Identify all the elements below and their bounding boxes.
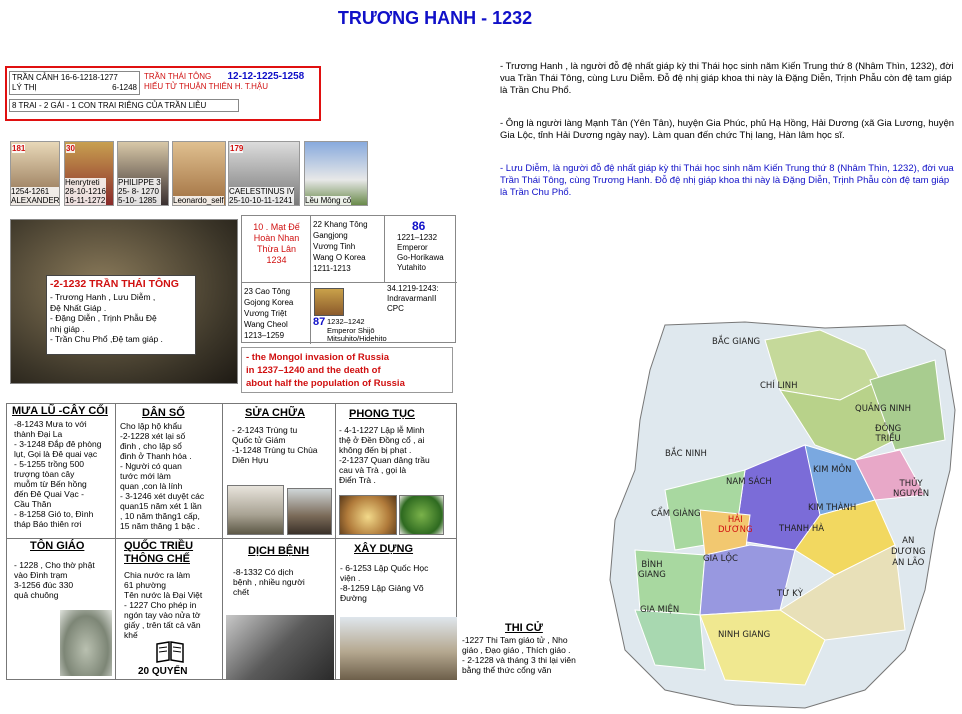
bell-photo xyxy=(60,610,112,676)
emperor-86-number: 86 xyxy=(412,219,426,233)
betel-tea-photo xyxy=(339,495,397,535)
map-label-kim-thanh: KIM THÀNH xyxy=(808,503,857,513)
children-label: 8 TRAI - 2 GÁI - 1 CON TRAI RIÊNG CỦA TRẦN LIỄU xyxy=(9,99,239,112)
portrait-5 xyxy=(304,141,368,206)
kings-grid xyxy=(241,215,456,343)
section-heading-mua-lu: MƯA LŨ -CÂY CỐI xyxy=(12,405,108,417)
dynasty-header-box xyxy=(5,66,321,121)
map-label-quang-ninh: QUẢNG NINH xyxy=(855,404,911,414)
section-text-sua-chua: - 2-1243 Trùng tu Quốc tử Giám -1-1248 Trùng tu Chùa Diên Hựu xyxy=(232,425,318,465)
tran-thai-tong-cell xyxy=(142,71,320,95)
mongol-invasion-text: - the Mongol invasion of Russia in 1237–1240 and the death of about half the population of Russia xyxy=(246,352,405,389)
portrait-number: 30 xyxy=(66,144,75,153)
emperor-87-label: 1232–1242 Emperor Shijō Mitsuhito/Hidehito xyxy=(327,317,387,343)
indravarman-label: 34.1219-1243: IndravarmanII CPC xyxy=(387,284,439,313)
emperor-86-label: 1221–1232 Emperor Go-Horikawa Yutahito xyxy=(397,233,444,272)
main-panel-textbox xyxy=(46,275,196,355)
portrait-4 xyxy=(228,141,300,206)
reign-date: 12-12-1225-1258 xyxy=(227,71,305,82)
ly-thi-date: 6-1248 xyxy=(112,83,137,92)
paragraph-truong-hanh: - Trương Hanh , là người đỗ đệ nhất giáp kỳ thi Thái học sinh năm Kiến Trung thứ 8 (Nhâm Thìn, 1232), đời vua Trần Thái Tông, cùng Lưu Diễm. Đỗ đệ nhị giáp khoa thi này là Đặng Diễn, Trịnh Phẫu còn đệ tam giáp là Trần Chu Phổ. xyxy=(500,61,954,96)
section-text-quoc-trieu: Chia nước ra làm 61 phường Tên nước là Đại Việt - 1227 Cho phép in ngón tay vào nửa tờ giấy , trên tất cả văn khế xyxy=(124,570,203,640)
section-heading-dich-benh: DỊCH BỆNH xyxy=(248,545,310,557)
cao-tong-label: 23 Cao Tông Gojong Korea Vương Triệt Wang Cheol 1213–1259 xyxy=(244,287,294,340)
temple-photo xyxy=(287,488,332,535)
portrait-caption: CAELESTINUS IV 25-10-10-11-1241 xyxy=(229,187,295,205)
section-heading-sua-chua: SỬA CHỮA xyxy=(245,407,306,419)
map-label-bac-ninh: BẮC NINH xyxy=(665,449,707,459)
map-label-tu-ky: TỨ KỲ xyxy=(777,589,803,599)
main-panel xyxy=(10,219,238,384)
map-label-binh-giang: BÌNH GIANG xyxy=(638,560,666,580)
portrait-caption: 1254-1261 ALEXANDER xyxy=(11,187,60,205)
ly-thi-label: LÝ THỊ xyxy=(12,83,37,92)
mongol-invasion-box xyxy=(241,347,453,393)
tran-canh-label: TRẦN CẢNH 16-6-1218-1277 xyxy=(12,73,118,82)
tran-canh-cell xyxy=(9,71,140,95)
portrait-caption: Leonardo_self xyxy=(173,196,224,205)
mat-de-label: 10 . Mạt Đế Hoàn Nhan Thừa Lân 1234 xyxy=(253,222,300,265)
portrait-3 xyxy=(172,141,226,206)
map-label-gia-loc: GIA LỘC xyxy=(703,554,738,564)
map-label-gia-minh: GIA MIỆN xyxy=(640,605,680,615)
map-label-hai-duong: HẢI DƯƠNG xyxy=(718,515,753,535)
page-title: TRƯƠNG HANH - 1232 xyxy=(337,8,533,28)
map-label-dong-trieu: ĐÔNG TRIỀU xyxy=(875,424,902,444)
main-panel-heading: -2-1232 TRẦN THÁI TÔNG xyxy=(50,278,179,290)
map-label-an-duong: AN DƯƠNG AN LÃO xyxy=(891,536,926,568)
book-icon xyxy=(155,640,185,664)
epidemic-photo xyxy=(226,615,334,680)
section-heading-quoc-trieu: QUỐC TRIỀU THÔNG CHẾ xyxy=(124,540,194,565)
section-heading-thi-cu: THI CỬ xyxy=(505,622,543,634)
map-label-bac-giang: BẮC GIANG xyxy=(712,337,761,347)
portrait-number: 181 xyxy=(12,144,26,153)
section-text-xay-dung: - 6-1253 Lập Quốc Học viện . -8-1259 Lập Giảng Võ Đường xyxy=(340,563,429,603)
main-panel-text: - Trương Hanh , Lưu Diễm , Đệ Nhất Giáp . - Đặng Diễn , Trịnh Phẫu Đệ nhị giáp . - Trần Chu Phổ ,Đệ tam giáp . xyxy=(50,292,163,344)
map-label-thanh-ha: THANH HÀ xyxy=(779,524,825,534)
map-label-nam-sach: NAM SÁCH xyxy=(726,477,772,487)
portrait-caption: Henrytreti 28-10-1216 16-11-1272 xyxy=(65,178,106,205)
portrait-caption: PHILIPPE 3 25- 8- 1270 5-10- 1285 xyxy=(118,178,161,205)
section-text-phong-tuc: - 4-1-1227 Lập lễ Minh thệ ở Đền Đồng cổ , ai không đến bị phạt . -2-1237 Quan dâng trầu cau và Trà , gọi là Điển Trà . xyxy=(339,425,430,485)
portrait-0 xyxy=(10,141,60,206)
portrait-2 xyxy=(117,141,169,206)
section-text-dich-benh: -8-1332 Có dịch bệnh , nhiều người chết xyxy=(233,567,305,597)
map-label-kim-mon: KIM MÔN xyxy=(813,465,852,475)
thi-cu-box xyxy=(458,622,604,684)
section-heading-phong-tuc: PHONG TỤC xyxy=(349,408,415,420)
betel-leaf-photo xyxy=(399,495,444,535)
quoc-trieu-footer: 20 QUYỂN xyxy=(138,666,188,677)
section-heading-dan-so: DÂN SỐ xyxy=(142,407,185,419)
portrait-caption: Lều Mông cổ xyxy=(305,196,352,205)
hieu-label: HIẾU TỬ THUẬN THIÊN H. T.HẬU xyxy=(144,82,269,91)
map-label-thuy-nguyen: THỦY NGUYÊN xyxy=(893,479,930,499)
section-text-mua-lu: -8-1243 Mưa to với thành Đại La - 3-1248 Đắp đê phòng lụt, Gọi là Đê quai vạc - 5-1255 trồng 500 trượng tòan cây muỗm từ Bến hồng đến Đê Quai Vạc - Cầu Thăn - 8-1258 Gió to, Đình tháp Báo thiên rơi xyxy=(14,419,102,529)
map-label-ninh-giang: NINH GIANG xyxy=(718,630,771,640)
portrait-1 xyxy=(64,141,114,206)
pagoda-photo xyxy=(227,485,284,535)
section-heading-xay-dung: XÂY DỰNG xyxy=(354,543,414,555)
section-text-thi-cu: -1227 Thi Tam giáo tử , Nho giáo , Đạo giáo , Thích giáo . - 2-1228 và tháng 3 thi lại viên bằng thể thức cổng văn xyxy=(462,635,576,675)
map-label-chi-linh: CHÍ LINH xyxy=(760,381,798,391)
portrait-number: 179 xyxy=(230,144,244,153)
paragraph-origin: - Ông là người làng Mạnh Tân (Yên Tân), huyện Gia Phúc, phủ Hạ Hồng, Hải Dương (xã Gia Lương, huyện Gia Lộc, tỉnh Hải Dương ngày nay). Làm quan đến chức Thị lang, Hàn lâm học sĩ. xyxy=(500,118,955,141)
section-text-ton-giao: - 1228 , Cho thờ phật vào Đình trạm 3-1256 đúc 330 quả chuông xyxy=(14,560,95,600)
section-text-dan-so: Cho lập hộ khẩu -2-1228 xét lại số đinh , cho lập sổ đinh ở Thanh hóa . - Người có quan tước mới làm quan ,con là lính - 3-1246 xét duyệt các quan15 năm xét 1 lần , 10 năm thăng1 cấp, 15 năm thăng 1 bậc . xyxy=(120,421,205,531)
school-gate-photo xyxy=(340,617,457,680)
khang-tong-label: 22 Khang Tông Gangjong Vương Tinh Wang O Korea 1211-1213 xyxy=(313,220,368,273)
emperor-87-number: 87 xyxy=(313,316,326,328)
section-heading-ton-giao: TÔN GIÁO xyxy=(30,540,85,552)
paragraph-luu-diem: - Lưu Diễm, là người đỗ đệ nhất giáp kỳ thi Thái học sinh năm Kiến Trung thứ 8 (Nhâm Thìn, 1232), đời vua Trần Thái Tông, cùng Trương Hanh. Đỗ đệ nhị giáp khoa thi này là Đặng Diễn, Trịnh Phẫu còn đệ tam giáp là Trần Chu Phổ. xyxy=(500,163,954,198)
tran-thai-tong-label: TRẦN THÁI TÔNG xyxy=(144,72,212,81)
emperor-portrait-icon xyxy=(314,288,344,316)
map-label-cam-giang: CẨM GIÀNG xyxy=(651,509,701,519)
